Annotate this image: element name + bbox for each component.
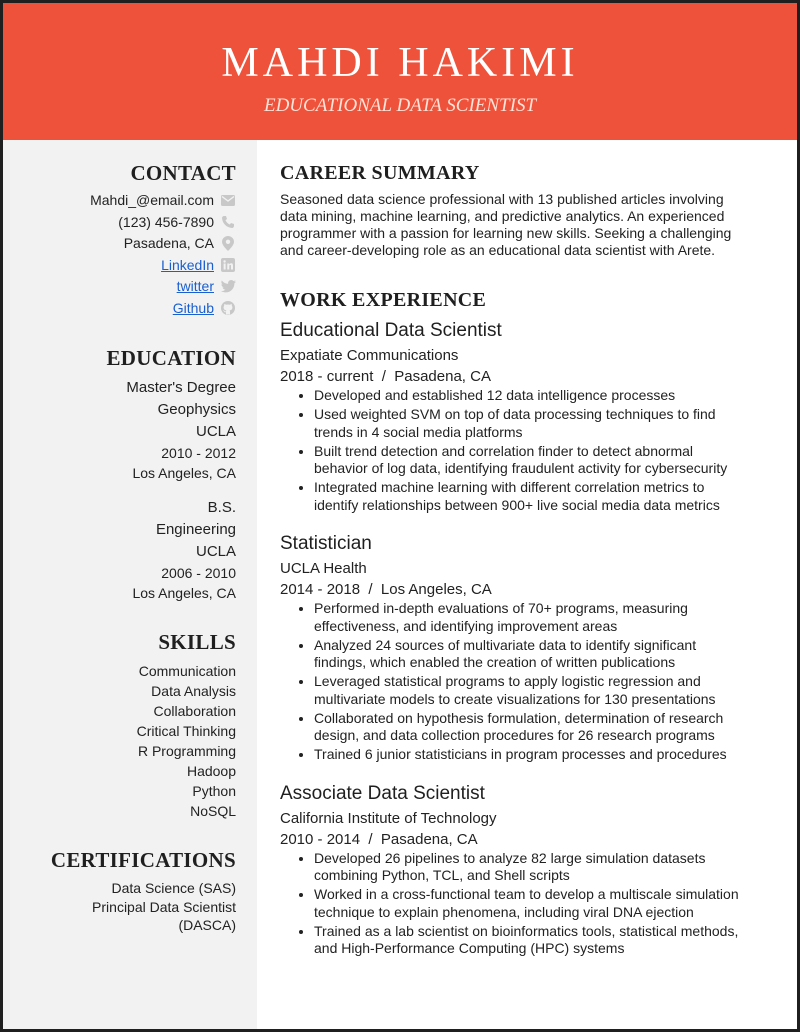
- company-name: California Institute of Technology: [280, 809, 497, 827]
- job-dates-location: 2018 - current / Pasadena, CA: [280, 368, 491, 385]
- skill-item: Data Analysis: [151, 683, 236, 699]
- linkedin-link[interactable]: LinkedIn: [161, 256, 214, 273]
- map-pin-icon: [220, 236, 236, 252]
- main-content: [280, 140, 750, 959]
- job-bullets: [280, 850, 750, 958]
- certifications-list: [6, 879, 236, 935]
- skill-item: Communication: [138, 663, 236, 679]
- career-summary-heading: CAREER SUMMARY: [280, 162, 480, 184]
- resume-header: [3, 3, 797, 140]
- job-dates-location: 2014 - 2018 / Los Angeles, CA: [280, 581, 492, 598]
- skill-item: Critical Thinking: [136, 723, 236, 739]
- certifications-heading: CERTIFICATIONS: [50, 848, 236, 872]
- company-name: Expatiate Communications: [280, 347, 459, 364]
- contact-heading: CONTACT: [130, 161, 236, 185]
- bullet-item: • Collaborated on hypothesis formulation, determination of research design, and data collection procedures for 26 research programs: [314, 710, 750, 745]
- job-bullets: [280, 387, 750, 514]
- degree: Master's Degree: [126, 379, 236, 396]
- field-of-study: Geophysics: [157, 401, 236, 418]
- github-icon: [220, 300, 236, 316]
- contact-linkedin[interactable]: [6, 255, 236, 277]
- location-text: Pasadena, CA: [123, 235, 214, 251]
- bullet-item: • Analyzed 24 sources of multivariate data to identify significant findings, which enabled the creation of written publications: [314, 637, 750, 672]
- envelope-icon: [220, 193, 236, 209]
- candidate-name: MAHDI HAKIMI: [221, 40, 579, 86]
- job-bullets: [280, 600, 750, 764]
- job-title: Statistician: [280, 533, 372, 554]
- bullet-item: • Trained as a lab scientist on bioinformatics tools, statistical methods, and High-Performance Computing (HPC) systems: [314, 923, 750, 958]
- github-link[interactable]: Github: [172, 299, 214, 316]
- candidate-title: EDUCATIONAL DATA SCIENTIST: [263, 95, 537, 116]
- education-location: Los Angeles, CA: [132, 585, 236, 601]
- bullet-item: • Built trend detection and correlation finder to detect abnormal behavior of log data, identifying fraudulent activity for cybersecurity: [314, 443, 750, 478]
- skills-heading: SKILLS: [158, 630, 236, 654]
- skill-item: NoSQL: [190, 803, 236, 819]
- linkedin-icon: [220, 257, 236, 273]
- contact-github[interactable]: [6, 298, 236, 320]
- job-entry: [280, 533, 750, 764]
- school: UCLA: [195, 423, 236, 440]
- bullet-item: • Integrated machine learning with different correlation metrics to identify relationships between 900+ live social media data metrics: [314, 479, 750, 514]
- certification-item: Data Science (SAS): [111, 880, 236, 896]
- twitter-icon: [220, 279, 236, 295]
- twitter-link[interactable]: twitter: [176, 278, 214, 294]
- phone-icon: [220, 214, 236, 230]
- bullet-item: • Developed and established 12 data intelligence processes: [314, 387, 750, 405]
- education-years: 2006 - 2010: [161, 565, 236, 581]
- company-name: UCLA Health: [280, 560, 367, 577]
- bullet-item: • Trained 6 junior statisticians in program processes and procedures: [314, 746, 750, 764]
- education-heading: EDUCATION: [106, 346, 236, 370]
- contact-list: [6, 190, 236, 319]
- education-entry: [6, 377, 236, 483]
- contact-email: [6, 190, 236, 212]
- job-title: Associate Data Scientist: [280, 782, 485, 804]
- bullet-item: • Leveraged statistical programs to apply logistic regression and multivariate models to create visualizations for 130 presentations: [314, 673, 750, 708]
- job-dates-location: 2010 - 2014 / Pasadena, CA: [280, 830, 478, 848]
- skill-item: Hadoop: [186, 763, 236, 779]
- career-summary-text: Seasoned data science professional with 13 published articles involving data mining, machine learning, and predictive analytics. An experienced programmer with a passion for learning new skills. Seeking a challenging and career-developing role as an educational data scientist with Arete.: [280, 191, 732, 258]
- bullet-item: • Used weighted SVM on top of data processing techniques to find trends in 4 social media platforms: [314, 406, 750, 441]
- bullet-item: • Worked in a cross-functional team to develop a multiscale simulation technique to explain phenomena, including viral DNA ejection: [314, 886, 750, 921]
- sidebar: [3, 140, 257, 1029]
- work-experience-heading: WORK EXPERIENCE: [280, 289, 487, 311]
- phone-text: (123) 456-7890: [118, 213, 214, 230]
- skill-item: Collaboration: [153, 703, 236, 719]
- education-location: Los Angeles, CA: [132, 465, 236, 481]
- education-years: 2010 - 2012: [161, 445, 236, 461]
- email-text: Mahdi_@email.com: [90, 192, 214, 208]
- certification-item: Principal Data Scientist: [92, 898, 236, 915]
- job-entry: [280, 320, 750, 514]
- job-title: Educational Data Scientist: [280, 320, 502, 341]
- contact-twitter[interactable]: [6, 276, 236, 298]
- field-of-study: Engineering: [155, 521, 236, 538]
- degree: B.S.: [207, 499, 236, 516]
- certification-item: (DASCA): [178, 917, 236, 933]
- contact-phone: [6, 212, 236, 234]
- school: UCLA: [195, 543, 236, 560]
- skills-list: [6, 661, 236, 821]
- education-entry: [6, 497, 236, 603]
- contact-location: [6, 233, 236, 255]
- bullet-item: • Developed 26 pipelines to analyze 82 large simulation datasets combining Python, TCL, and Shell scripts: [314, 850, 750, 885]
- skill-item: Python: [192, 783, 236, 799]
- bullet-item: • Performed in-depth evaluations of 70+ programs, measuring effectiveness, and identifying improvement areas: [314, 600, 750, 635]
- job-entry: [280, 783, 750, 958]
- skill-item: R Programming: [137, 743, 236, 759]
